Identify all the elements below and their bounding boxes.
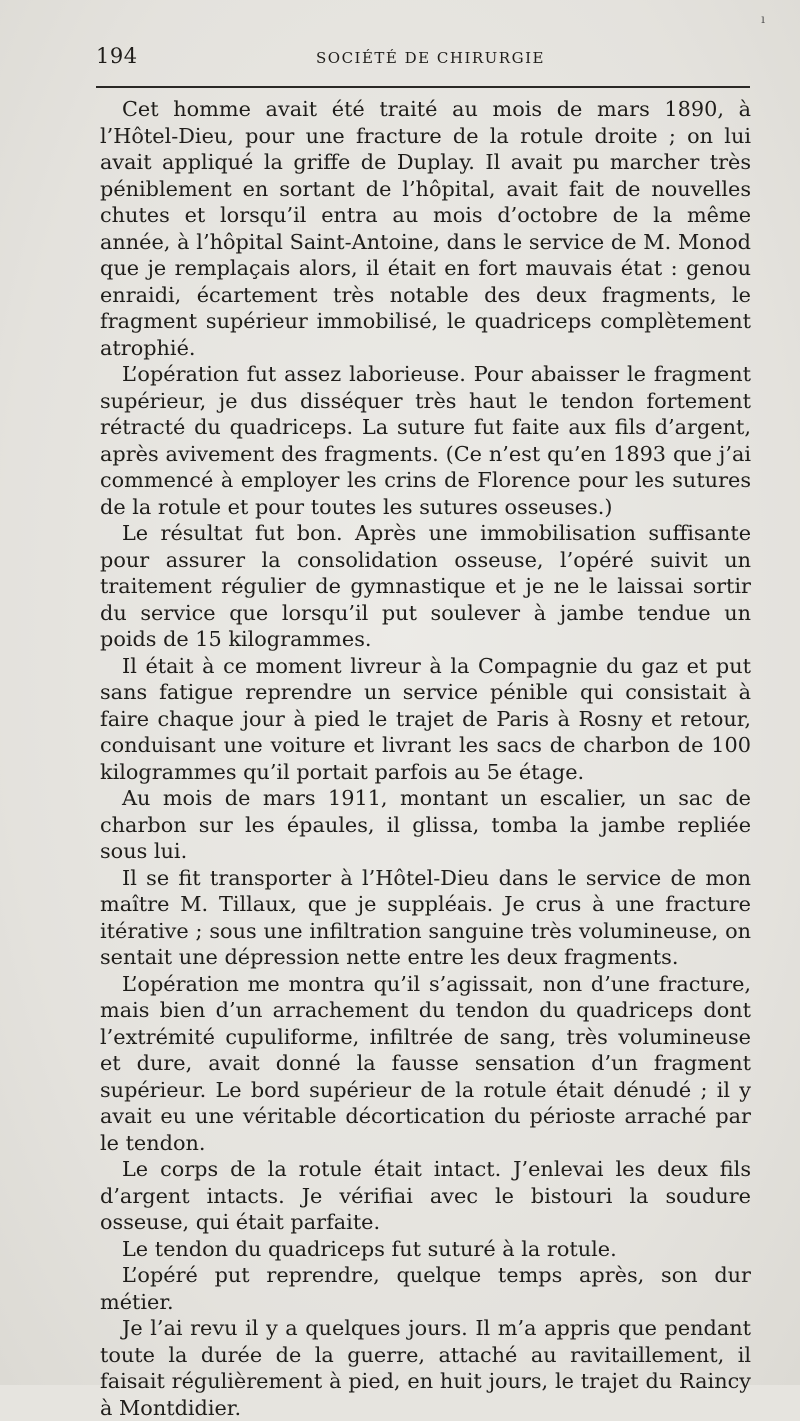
corner-mark: ı — [761, 12, 765, 26]
paragraph: Le corps de la rotule était intact. J’enlevai les deux fils d’argent intacts. Je vérifiai avec le bistouri la soudure osseuse, qui était parfaite. — [100, 1157, 751, 1234]
header-rule — [96, 86, 750, 88]
paragraph: L’opéré put reprendre, quelque temps après, son dur métier. — [100, 1263, 751, 1314]
paragraph: Je l’ai revu il y a quelques jours. Il m’a appris que pendant toute la durée de la guerre, attaché au ravitaillement, il faisait régulièrement à pied, en huit jours, le trajet du Raincy à Montdidier. — [100, 1316, 751, 1420]
paragraph: L’opération fut assez laborieuse. Pour abaisser le fragment supérieur, je dus disséquer très haut le tendon fortement rétracté du quadriceps. La suture fut faite aux fils d’argent, après avivement des fragments. (Ce n’est qu’en 1893 que j’ai commencé à employer les crins de Florence pour les sutures de la rotule et pour toutes les sutures osseuses.) — [100, 362, 751, 519]
body-text — [100, 96, 751, 1421]
paragraph: Cet homme avait été traité au mois de mars 1890, à l’Hôtel-Dieu, pour une fracture de la rotule droite ; on lui avait appliqué la griffe de Duplay. Il avait pu marcher très péniblement en sortant de l’hôpital, avait fait de nouvelles chutes et lorsqu’il entra au mois d’octobre de la même année, à l’hôpital Saint-Antoine, dans le service de M. Monod que je remplaçais alors, il était en fort mauvais état : genou enraidi, écartement très notable des deux fragments, le fragment supérieur immobilisé, le quadriceps complètement atrophié. — [100, 97, 751, 360]
paragraph: Il était à ce moment livreur à la Compagnie du gaz et put sans fatigue reprendre un service pénible qui consistait à faire chaque jour à pied le trajet de Paris à Rosny et retour, conduisant une voiture et livrant les sacs de charbon de 100 kilogrammes qu’il portait parfois au 5e étage. — [100, 653, 751, 784]
paragraph: Le tendon du quadriceps fut suturé à la rotule. — [122, 1236, 617, 1261]
page-number: 194 — [96, 44, 138, 68]
paragraph: Au mois de mars 1911, montant un escalier, un sac de charbon sur les épaules, il glissa, tomba la jambe repliée sous lui. — [100, 786, 751, 863]
paragraph: L’opération me montra qu’il s’agissait, non d’une fracture, mais bien d’un arrachement du tendon du quadriceps dont l’extrémité cupuliforme, infiltrée de sang, très volumineuse et dure, avait donné la fausse sensation d’un fragment supérieur. Le bord supérieur de la rotule était dénudé ; il y avait eu une véritable décortication du périoste arraché par le tendon. — [100, 971, 751, 1155]
paragraph: Le résultat fut bon. Après une immobilisation suffisante pour assurer la consolidation osseuse, l’opéré suivit un traitement régulier de gymnastique et je ne le laissai sortir du service que lorsqu’il put soulever à jambe tendue un poids de 15 kilogrammes. — [100, 521, 751, 651]
paragraph: Il se fit transporter à l’Hôtel-Dieu dans le service de mon maître M. Tillaux, que je suppléais. Je crus à une fracture itérative ; sous une infiltration sanguine très volumineuse, on sentait une dépression nette entre les deux fragments. — [100, 865, 751, 969]
running-title: SOCIÉTÉ DE CHIRURGIE — [316, 49, 545, 67]
page-header — [96, 44, 752, 74]
